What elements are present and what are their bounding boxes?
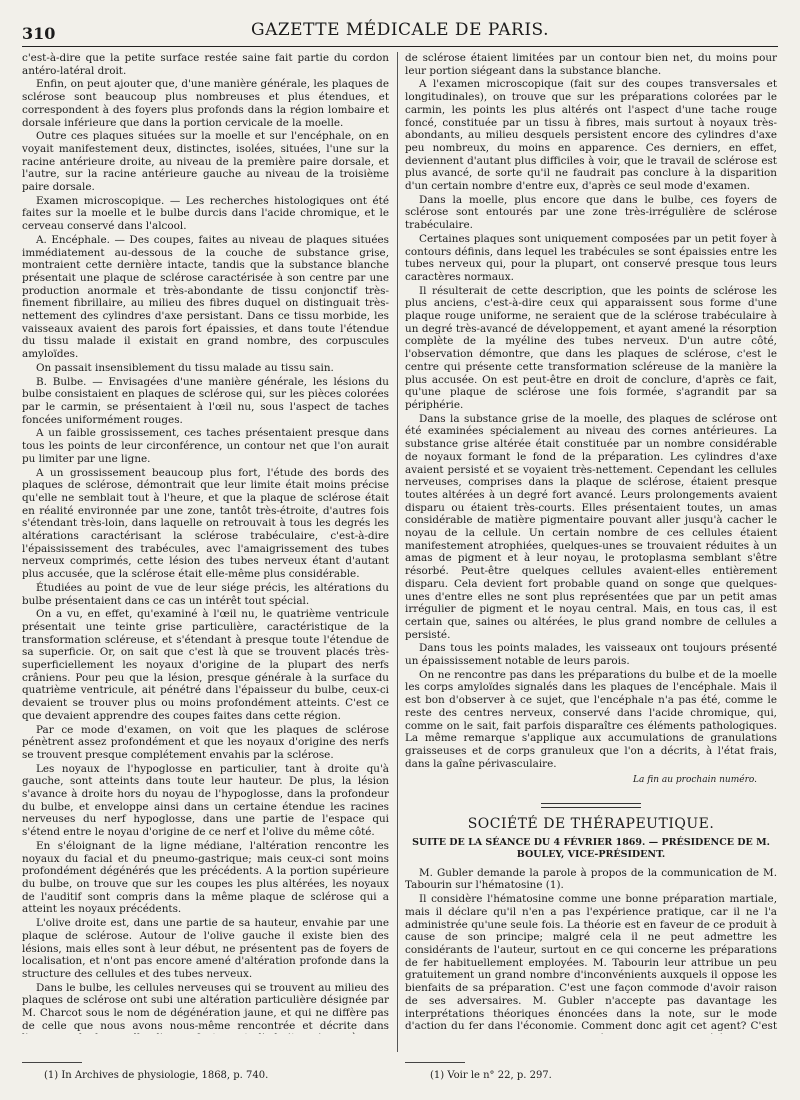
paragraph: Dans la moelle, plus encore que dans le bulbe, ces foyers de sclérose sont entourés par une zone très-irrégulière de sclérose trabéculaire. (405, 193, 777, 232)
left-column (22, 52, 389, 1034)
paragraph: c'est-à-dire que la petite surface restée saine fait partie du cordon antéro-latéral droit. (22, 52, 389, 77)
footnote-right: (1) Voir le n° 22, p. 297. (430, 1070, 552, 1081)
paragraph: M. Gubler demande la parole à propos de la communication de M. Tabourin sur l'hématosine (1). (405, 866, 777, 892)
paragraph: Examen microscopique. — Les recherches histologiques ont été faites sur la moelle et le bulbe durcis dans l'acide chromique, et le cerveau conservé dans l'alcool. (22, 194, 389, 233)
paragraph: Dans la substance grise de la moelle, des plaques de sclérose ont été examinées spécialement au niveau des cornes antérieures. La substance grise altérée était constituée par un nombre considérable de noyaux formant le fond de la préparation. Les cylindres d'axe avaient persisté et se voyaient très-nettement. Cependant les cellules nerveuses, comprises dans la plaque de sclérose, étaient presque toutes altérées à un degré fort avancé. Leurs prolongements avaient disparu ou étaient très-courts. Elles présentaient toutes, un amas considérable de matière pigmentaire pouvant aller jusqu'à cacher le noyau de la cellule. Un certain nombre de ces cellules étaient manifestement atrophiées, quelques-unes se trouvaient réduites à un amas de pigment et à leur noyau, le protoplasma semblant s'être résorbé. Peut-être quelques cellules avaient-elles entièrement disparu. Cela devient fort probable quand on songe que quelques-unes d'entre elles ne sont plus représentées que par un petit amas irrégulier de pigment et le noyau central. Mais, en tous cas, il est certain que, saines ou altérées, le plus grand nombre de cellules a persisté. (405, 412, 777, 641)
paragraph: Par ce mode d'examen, on voit que les plaques de sclérose pénètrent assez profondément et que les noyaux d'origine des nerfs se trouvent presque complétement envahis par la sclérose. (22, 723, 389, 761)
paragraph: Certaines plaques sont uniquement composées par un petit foyer à contours définis, dans lequel les trabécules se sont épaissies entre les tubes nerveux qui, pour la plupart, ont conservé presque tous leurs caractères normaux. (405, 232, 777, 283)
section-separator (541, 803, 641, 808)
paragraph: Enfin, on peut ajouter que, d'une manière générale, les plaques de sclérose sont beaucoup plus nombreuses et plus étendues, et correspondent à des foyers plus profonds dans la région lombaire et dorsale inférieure que dans la portion cervicale de la moelle. (22, 78, 389, 129)
paragraph: Dans tous les points malades, les vaisseaux ont toujours présenté un épaississement notable de leurs parois. (405, 642, 777, 668)
paragraph: B. Bulbe. — Envisagées d'une manière générale, les lésions du bulbe consistaient en plaques de sclérose qui, sur les pièces colorées par le carmin, se présentaient à l'œil nu, sous l'aspect de taches foncées uniformément rouges. (22, 375, 389, 426)
paragraph: A un grossissement beaucoup plus fort, l'étude des bords des plaques de sclérose, démontrait que leur limite était moins précise qu'elle ne semblait tout à l'heure, et que la plaque de sclérose était en réalité environnée par une zone, tantôt très-étroite, d'autres fois s'étendant très-loin, dans laquelle on retrouvait à tous les degrés les altérations caractérisant la sclérose trabéculaire, c'est-à-dire l'épaississement des trabécules, avec l'amaigrissement des tubes nerveux comprimés, cette lésion des tubes nerveux étant d'autant plus accusée, que la sclérose était elle-même plus considérable. (22, 466, 389, 581)
paragraph: de sclérose étaient limitées par un contour bien net, du moins pour leur portion siégeant dans la substance blanche. (405, 52, 777, 77)
paragraph: On passait insensiblement du tissu malade au tissu sain. (36, 361, 334, 374)
paragraph: Outre ces plaques situées sur la moelle et sur l'encéphale, on en voyait manifestement deux, distinctes, isolées, situées, l'une sur la racine antérieure droite, au niveau de la première paire dorsale, et l'autre, sur la racine antérieure gauche au niveau de la troisième paire dorsale. (22, 130, 389, 194)
section-title: SOCIÉTÉ DE THÉRAPEUTIQUE. (467, 816, 715, 833)
paragraph: Dans le bulbe, les cellules nerveuses qui se trouvent au milieu des plaques de sclérose ont subi une altération particulière désignée par M. Charcot sous le nom de dégénération jaune, et qui ne diffère pas de celle que nous avons nous-même rencontrée et décrite dans (22, 981, 389, 1032)
footnote-rule-right (405, 1062, 465, 1063)
paragraph: On a vu, en effet, qu'examiné à l'œil nu, le quatrième ventricule présentait une teinte grise particulière, caractéristique de la transformation scléreuse, et s'étendant à presque toute l'étendue de sa superficie. Or, on sait que c'est là que se trouvent placés très-superficiellement les noyaux d'origine de la plupart des nerfs crâniens. Pour peu que la lésion, presque générale à la surface du quatrième ventricule, ait pénétré dans l'épaisseur du bulbe, ceux-ci devaient se trouver plus ou moins profondément atteints. C'est ce que devaient apprendre des coupes faites dans cette région. (22, 608, 389, 722)
page-number: 310 (22, 24, 56, 43)
to-be-continued-note: La fin au prochain numéro. (633, 775, 757, 786)
paragraph: On ne rencontre pas dans les préparations du bulbe et de la moelle les corps amyloïdes signalés dans les plaques de l'encéphale. Mais il est bon d'observer à ce sujet, que l'encéphale n'a pas été, comme le reste des centres nerveux, conservé dans l'acide chromique, qui, comme on le sait, fait parfois disparaître ces éléments pathologiques. La même remarque s'applique aux accumulations de granulations graisseuses et de corps granuleux que l'on a décrits, à l'état frais, dans la gaîne périvasculaire. (405, 668, 777, 770)
paragraph: Il résulterait de cette description, que les points de sclérose les plus anciens, c'est-à-dire ceux qui apparaissent sous forme d'une plaque rouge uniforme, ne seraient que de la sclérose trabéculaire à un degré très-avancé de développement, et ayant amené la résorption complète de la myéline des tubes nerveux. D'un autre côté, l'observation démontre, que dans les plaques de sclérose, c'est le centre qui présente cette transformation scléreuse de la manière la plus accusée. On est peut-être en droit de conclure, d'après ce fait, qu'une plaque de sclérose une fois formée, s'agrandit par sa périphérie. (405, 284, 777, 411)
right-column (405, 52, 777, 1034)
journal-title: GAZETTE MÉDICALE DE PARIS. (251, 20, 549, 40)
footnote-left: (1) In Archives de physiologie, 1868, p. 740. (44, 1070, 269, 1081)
paragraph: A l'examen microscopique (fait sur des coupes transversales et longitudinales), on trouve que sur les préparations colorées par le carmin, les points les plus altérés ont l'aspect d'une tache rouge foncé, constituée par un tissu à fibres, mais surtout à noyaux très-abondants, au milieu desquels persistent encore des cylindres d'axe peu nombreux, du moins en apparence. Ces derniers, en effet, deviennent d'autant plus difficiles à voir, que le travail de sclérose est plus avancé, de sorte qu'il ne faudrait pas conclure à la disparition d'un certain nombre d'entre eux, d'après ce seul mode d'examen. (405, 78, 777, 193)
paragraph: L'olive droite est, dans une partie de sa hauteur, envahie par une plaque de sclérose. Autour de l'olive gauche il existe bien des lésions, mais elles sont à leur début, ne présentent pas de foyers de localisation, et n'ont pas encore amené d'altération profonde dans la structure des cellules et des tubes nerveux. (22, 917, 389, 980)
footnote-rule-left (22, 1062, 82, 1063)
column-divider (397, 52, 398, 1052)
paragraph: A. Encéphale. — Des coupes, faites au niveau de plaques situées immédiatement au-dessous de la couche de substance grise, montraient cette dernière intacte, tandis que la substance blanche présentait une plaque de sclérose caractérisée à son centre par une production anormale et très-abondante de tissu conjonctif très-finement fibrillaire, au milieu des fibres duquel on distinguait très-nettement des cylindres d'axe persistant. Dans ce tissu morbide, les vaisseaux avaient des parois fort épaissies, et dans toute l'étendue du tissu malade il existait en grand nombre, des corpuscules amyloïdes. (22, 233, 389, 361)
paragraph: Étudiées au point de vue de leur siége précis, les altérations du bulbe présentaient dans ce cas un intérêt tout spécial. (22, 581, 389, 607)
paragraph: Il considère l'hématosine comme une bonne préparation martiale, mais il déclare qu'il n'en a pas l'expérience pratique, car il ne l'a administrée qu'une seule fois. La théorie est en faveur de ce produit à cause de son principe; malgré cela il ne peut admettre les considérants de l'auteur, surtout en ce qui concerne les préparations de fer habituellement employées. M. Tabourin leur attribue un peu gratuitement un grand nombre d'inconvénients auxquels il oppose les bienfaits de sa préparation. C'est une façon commode d'avoir raison de ses adversaires. M. Gubler n'accepte pas davantage les interprétations théoriques énoncées dans la note, sur le mode d'action du fer dans l'économie. Comment donc agit cet agent? C'est (405, 893, 777, 1033)
paragraph: En s'éloignant de la ligne médiane, l'altération rencontre les noyaux du facial et du pneumo-gastrique; mais ceux-ci sont moins profondément dégénérés que les précédents. A la portion supérieure du bulbe, on trouve que sur les coupes les plus altérées, les noyaux de l'auditif sont compris dans la même plaque de sclérose qui a atteint les noyaux précédents. (22, 839, 389, 916)
section-subtitle: SUITE DE LA SÉANCE DU 4 FÉVRIER 1869. — PRÉSIDENCE DE M. BOULEY, VICE-PRÉSIDENT. (412, 836, 770, 860)
page-header (22, 18, 778, 47)
paragraph: Les noyaux de l'hypoglosse en particulier, tant à droite qu'à gauche, sont atteints dans toute leur hauteur. De plus, la lésion s'avance à droite hors du noyau de l'hypoglosse, dans la profondeur du bulbe, et enveloppe ainsi dans un certaine étendue les racines nerveuses du nerf hypoglosse, dans une partie de l'espace qui s'étend entre le noyau d'origine de ce nerf et l'olive du même côté. (22, 762, 389, 839)
paragraph: A un faible grossissement, ces taches présentaient presque dans tous les points de leur circonférence, un contour net que l'on aurait pu limiter par une ligne. (22, 427, 389, 465)
